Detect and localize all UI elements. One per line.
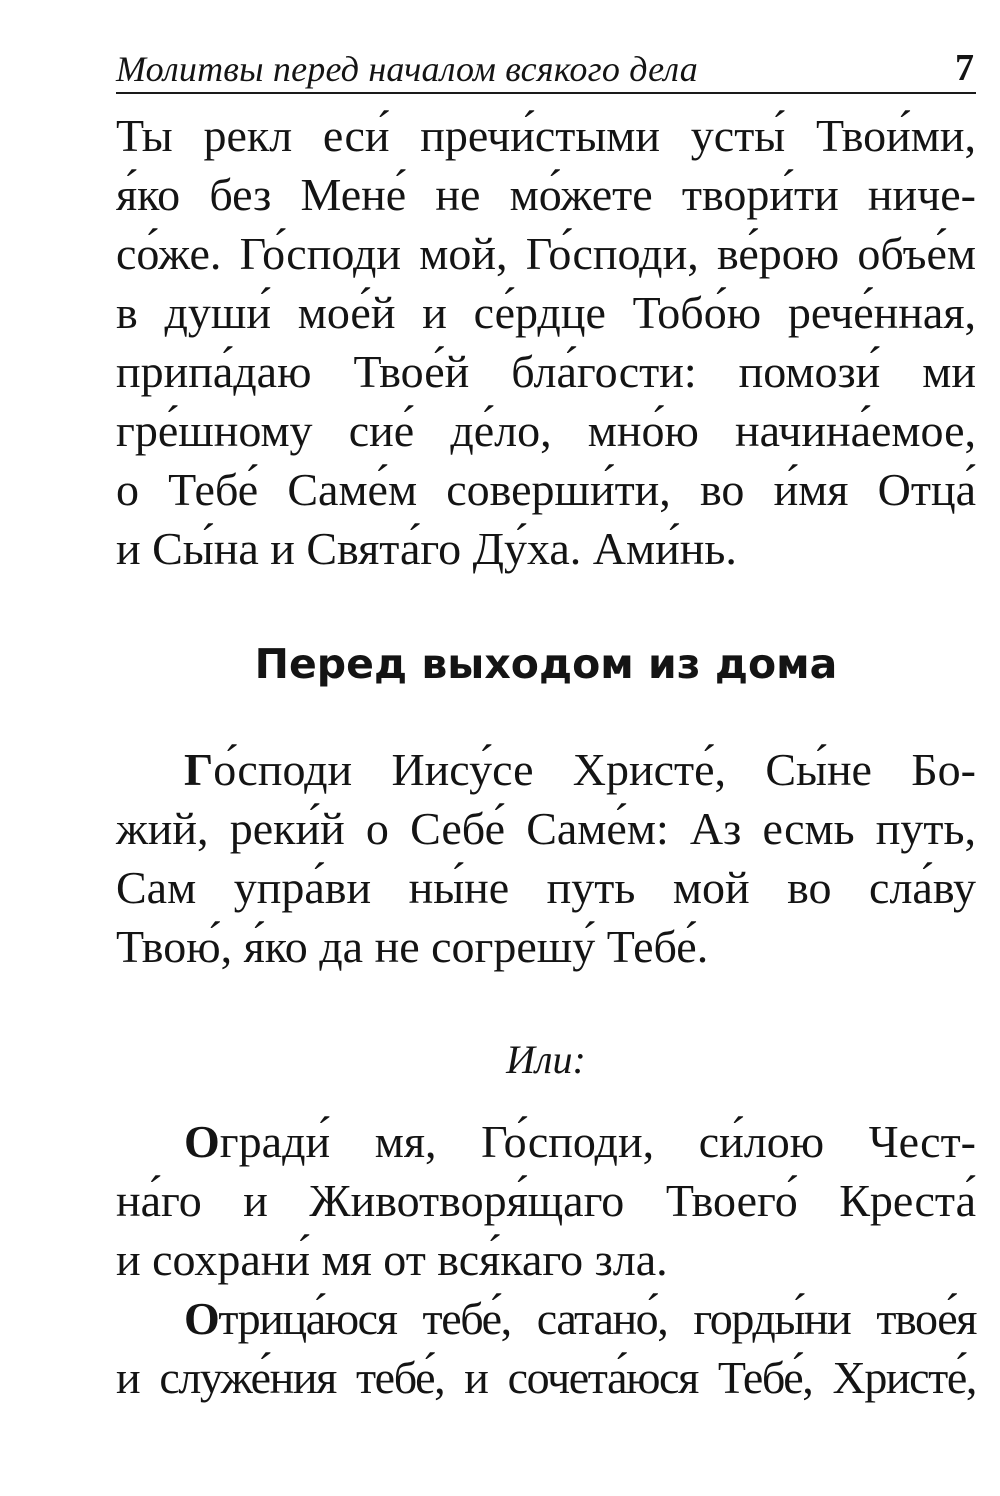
text-line: жий, реки́й о Себе́ Саме́м: Аз есмь путь, [116,803,976,854]
book-page [116,36,976,1476]
or-divider: Или: [506,1037,586,1082]
text-line: Ты рекл еси́ пречи́стыми усты́ Твои́ми, [116,110,976,161]
text-line: и Сы́на и Свята́го Ду́ха. Ами́нь. [116,523,737,574]
text-line: о Тебе́ Саме́м соверши́ти, во и́мя Отца́ [116,464,976,515]
prayer-before-leaving [116,740,976,976]
text-line: на́го и Животворя́щаго Твоего́ Креста́ [116,1175,976,1226]
text-line [116,1289,976,1348]
text-line: Сам упра́ви ны́не путь мой во сла́ву [116,862,976,913]
first-line-text: гради́ мя, Го́споди, си́лою Чест- [219,1116,976,1167]
text-line: гре́шному сие́ де́ло, мно́ю начина́емое, [116,405,976,456]
drop-initial: Г [184,744,214,795]
text-line: я́ко без Мене́ не мо́жете твори́ти ниче- [116,169,976,220]
drop-initial: О [184,1116,220,1167]
text-line: припа́даю Твое́й бла́гости: помози́ ми [116,346,976,397]
first-line-text: трица́юся тебе́, сатано́, горды́ни твое́я [218,1293,976,1344]
drop-initial: О [184,1293,219,1344]
running-title: Молитвы перед началом всякого дела [116,49,698,89]
prayer-renunciation [116,1289,976,1407]
text-line: и сохрани́ мя от вся́каго зла. [116,1234,668,1285]
prayer-continuation [116,106,976,578]
running-header [116,36,976,94]
text-line: и служе́ния тебе́, и сочета́юся Тебе́, Христе́, [116,1352,976,1403]
section-heading: Перед выходом из дома [254,640,838,688]
prayer-cross [116,1112,976,1289]
text-line: в души́ мое́й и се́рдце Тобо́ю рече́нная, [116,287,976,338]
text-line [116,1112,976,1171]
page-number: 7 [955,47,974,89]
text-line: со́же. Го́споди мой, Го́споди, ве́рою объе́м [116,228,976,279]
text-line [116,740,976,799]
first-line-text: о́споди Иису́се Христе́, Сы́не Бо- [213,744,976,795]
text-line: Твою́, я́ко да не согрешу́ Тебе́. [116,921,709,972]
